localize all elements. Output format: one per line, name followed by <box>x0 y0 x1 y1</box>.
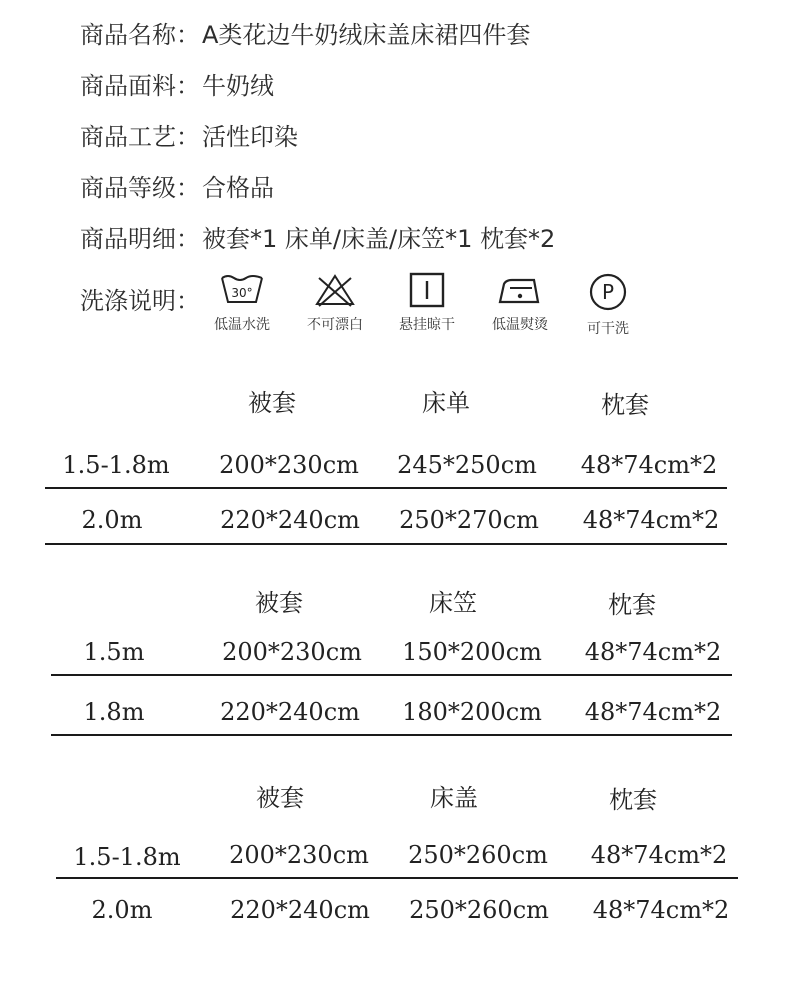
table-cell: 200*230cm <box>219 451 359 479</box>
table-size-cell: 1.5-1.8m <box>73 843 181 871</box>
product-name-row <box>80 20 530 50</box>
table-cell: 48*74cm*2 <box>584 698 722 726</box>
table-cell: 250*260cm <box>408 841 548 869</box>
table-size-cell: 1.5m <box>83 638 145 666</box>
product-details-label: 商品明细： <box>80 225 200 253</box>
table-size-cell: 2.0m <box>81 506 143 534</box>
care-caption-bleach: 不可漂白 <box>307 317 363 333</box>
care-caption-dryclean: 可干洗 <box>587 321 629 337</box>
care-item-dry <box>382 272 472 334</box>
svg-text:30°: 30° <box>231 286 253 300</box>
table-header: 被套 <box>255 589 303 617</box>
table-cell: 48*74cm*2 <box>592 896 730 924</box>
table-divider <box>45 543 727 545</box>
care-caption-iron: 低温熨烫 <box>492 317 548 333</box>
svg-text:P: P <box>601 280 615 304</box>
hang-dry-icon <box>403 272 451 308</box>
table-cell: 48*74cm*2 <box>580 451 718 479</box>
table-header: 被套 <box>248 389 296 417</box>
table-cell: 150*200cm <box>402 638 542 666</box>
table-cell: 220*240cm <box>220 506 360 534</box>
product-craft-value: 活性印染 <box>202 123 298 151</box>
product-fabric-label: 商品面料： <box>80 72 200 100</box>
table-cell: 200*230cm <box>229 841 369 869</box>
table-cell: 220*240cm <box>220 698 360 726</box>
table-cell: 48*74cm*2 <box>582 506 720 534</box>
table-header: 床盖 <box>430 784 478 812</box>
care-item-wash <box>197 272 287 334</box>
table-header: 床笠 <box>429 589 477 617</box>
care-item-iron <box>475 272 565 334</box>
table-cell: 180*200cm <box>402 698 542 726</box>
product-fabric-row <box>80 71 274 101</box>
product-craft-label: 商品工艺： <box>80 123 200 151</box>
no-bleach-icon <box>311 272 359 308</box>
product-name-label: 商品名称： <box>80 21 200 49</box>
wash-30-icon <box>218 272 266 308</box>
product-grade-value: 合格品 <box>202 174 274 202</box>
care-caption-wash: 低温水洗 <box>214 317 270 333</box>
table-divider <box>45 487 727 489</box>
table-divider <box>51 674 732 676</box>
care-label: 洗涤说明： <box>80 287 200 315</box>
table-cell: 48*74cm*2 <box>590 841 728 869</box>
table-header: 枕套 <box>609 786 657 814</box>
table-cell: 250*270cm <box>399 506 539 534</box>
care-item-bleach <box>290 272 380 334</box>
table-size-cell: 1.5-1.8m <box>62 451 170 479</box>
product-details-value: 被套*1 床单/床盖/床笠*1 枕套*2 <box>202 225 556 253</box>
product-grade-row <box>80 173 274 203</box>
table-cell: 245*250cm <box>397 451 537 479</box>
table-size-cell: 2.0m <box>91 896 153 924</box>
table-size-cell: 1.8m <box>83 698 145 726</box>
care-caption-dry: 悬挂晾干 <box>399 317 455 333</box>
table-divider <box>51 734 732 736</box>
table-header: 床单 <box>422 389 470 417</box>
table-header: 枕套 <box>601 391 649 419</box>
product-grade-label: 商品等级： <box>80 174 200 202</box>
care-item-dryclean <box>563 272 653 338</box>
table-cell: 250*260cm <box>409 896 549 924</box>
product-details-row <box>80 224 555 254</box>
table-divider <box>56 877 738 879</box>
table-cell: 200*230cm <box>222 638 362 666</box>
product-fabric-value: 牛奶绒 <box>202 72 274 100</box>
dry-clean-p-icon <box>584 272 632 312</box>
table-cell: 220*240cm <box>230 896 370 924</box>
table-cell: 48*74cm*2 <box>584 638 722 666</box>
table-header: 被套 <box>256 784 304 812</box>
product-craft-row <box>80 122 298 152</box>
table-header: 枕套 <box>608 591 656 619</box>
product-name-value: A类花边牛奶绒床盖床裙四件套 <box>202 21 531 49</box>
iron-low-icon <box>496 272 544 308</box>
